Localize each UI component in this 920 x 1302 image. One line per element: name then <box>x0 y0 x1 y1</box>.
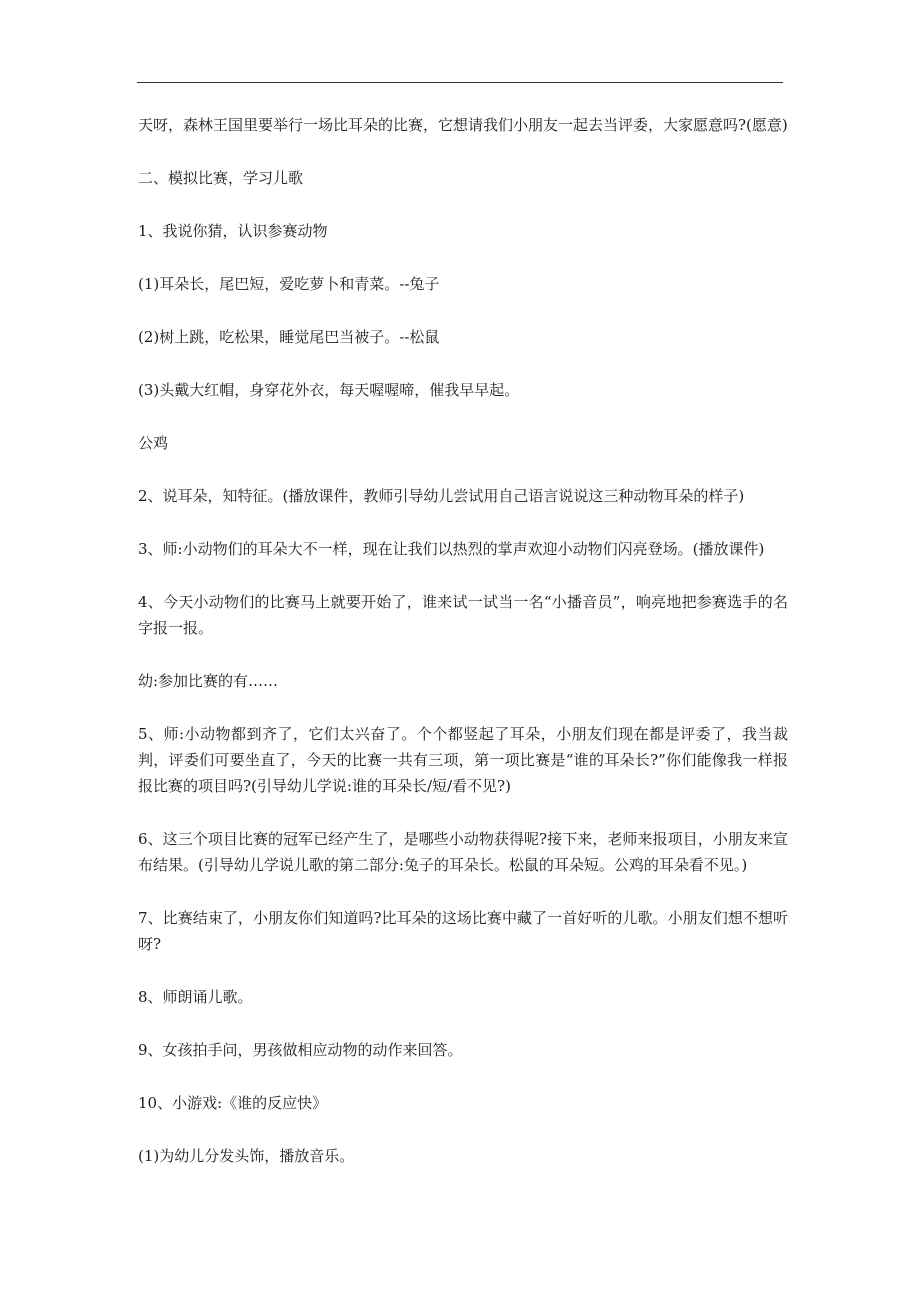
step-2-ear-features: 2、说耳朵，知特征。(播放课件，教师引导幼儿尝试用自己语言说说这三种动物耳朵的样子) <box>138 487 745 505</box>
game-step-1-headwear: (1)为幼儿分发头饰，播放音乐。 <box>138 1147 355 1165</box>
riddle-3-rooster: (3)头戴大红帽，身穿花外衣，每天喔喔啼，催我早早起。 <box>138 381 520 399</box>
paragraph-intro-question: 天呀，森林王国里要举行一场比耳朵的比赛，它想请我们小朋友一起去当评委，大家愿意吗?(愿意) <box>138 116 788 134</box>
step-4-announcer: 4、今天小动物们的比赛马上就要开始了，谁来试一试当一名“小播音员”，响亮地把参赛选手的名字报一报。 <box>138 593 788 637</box>
section-heading-simulated-contest: 二、模拟比赛，学习儿歌 <box>138 169 304 187</box>
riddle-3-answer: 公鸡 <box>138 434 169 452</box>
riddle-1-rabbit: (1)耳朵长，尾巴短，爱吃萝卜和青菜。--兔子 <box>138 275 440 293</box>
step-3-welcome-animals: 3、师:小动物们的耳朵大不一样，现在让我们以热烈的掌声欢迎小动物们闪亮登场。(播放课件) <box>138 540 765 558</box>
step-9-clap-and-act: 9、女孩拍手问，男孩做相应动物的动作来回答。 <box>138 1041 463 1059</box>
riddle-2-squirrel: (2)树上跳，吃松果，睡觉尾巴当被子。--松鼠 <box>138 328 440 346</box>
step-5-judges: 5、师:小动物都到齐了，它们太兴奋了。个个都竖起了耳朵，小朋友们现在都是评委了，我当裁判，评委们可要坐直了，今天的比赛一共有三项，第一项比赛是“谁的耳朵长?”你们能像我一样报报比赛的项目吗?(引导幼儿学说:谁的耳朵长/短/看不见?) <box>138 725 788 795</box>
children-response: 幼:参加比赛的有…… <box>138 672 279 690</box>
step-6-results: 6、这三个项目比赛的冠军已经产生了，是哪些小动物获得呢?接下来，老师来报项目，小朋友来宣布结果。(引导幼儿学说儿歌的第二部分:兔子的耳朵长。松鼠的耳朵短。公鸡的耳朵看不见。) <box>138 830 788 874</box>
step-8-recite: 8、师朗诵儿歌。 <box>138 988 253 1006</box>
step-7-hidden-song: 7、比赛结束了，小朋友你们知道吗?比耳朵的这场比赛中藏了一首好听的儿歌。小朋友们想不想听呀? <box>138 909 788 953</box>
step-1-guess-animals: 1、我说你猜，认识参赛动物 <box>138 222 328 240</box>
step-10-mini-game: 10、小游戏:《谁的反应快》 <box>138 1094 328 1112</box>
document-body <box>138 112 788 1196</box>
header-rule <box>137 82 783 83</box>
